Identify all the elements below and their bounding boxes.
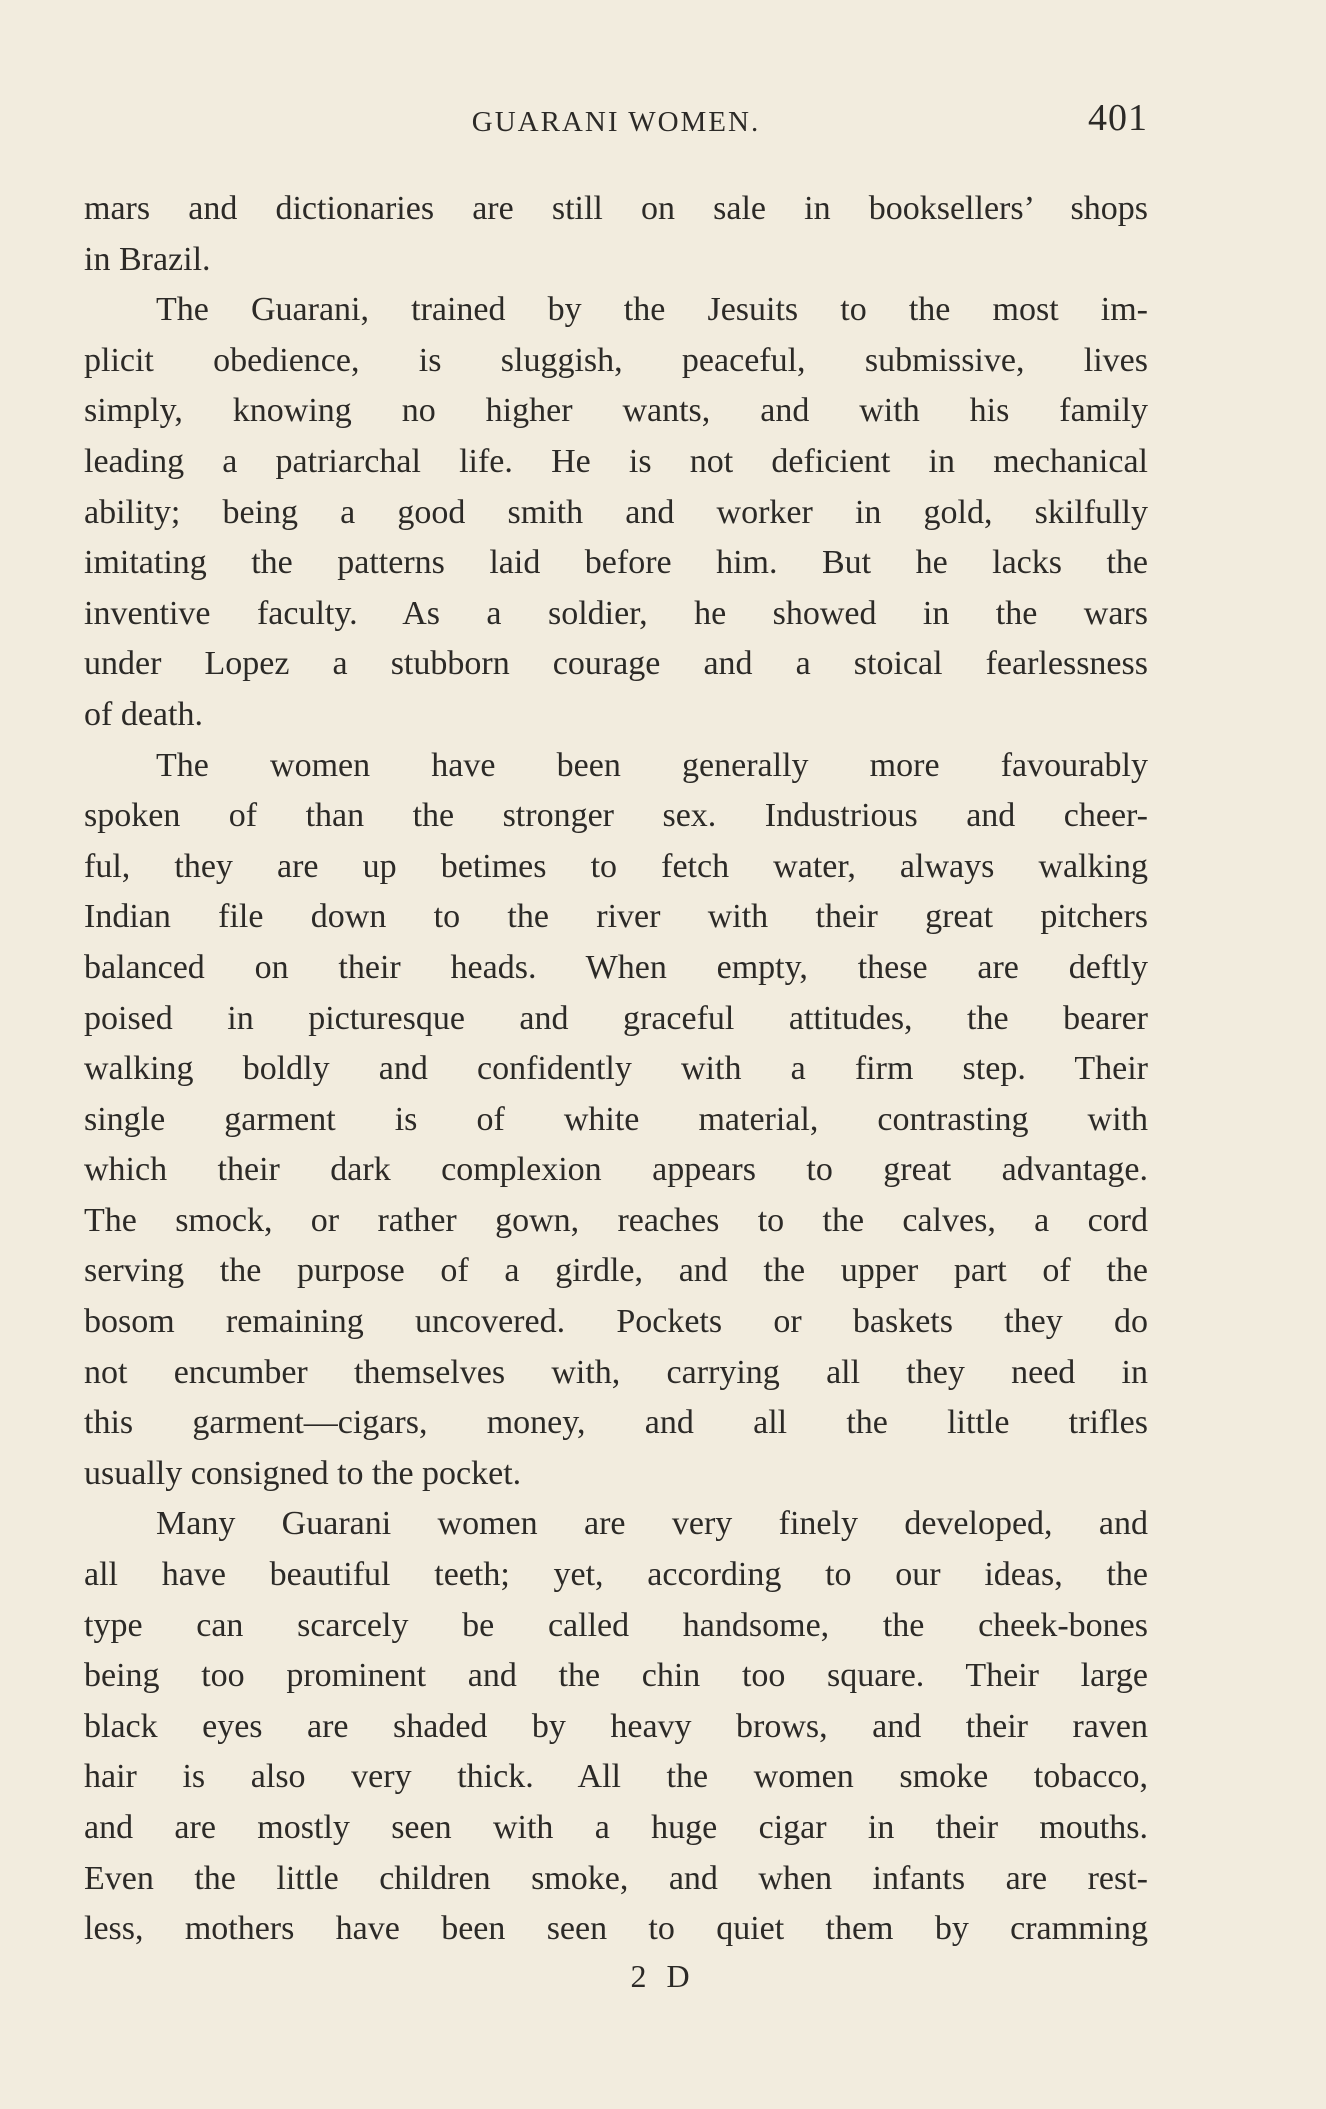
text-line: poised in picturesque and graceful attitudes, the bearer	[84, 999, 1148, 1037]
text-line: simply, knowing no higher wants, and with his family	[84, 392, 1148, 430]
text-line: being too prominent and the chin too square. Their large	[84, 1657, 1148, 1695]
text-line: ful, they are up betimes to fetch water, always walking	[84, 847, 1148, 885]
text-line: usually consigned to the pocket.	[84, 1454, 522, 1492]
text-line: spoken of than the stronger sex. Industrious and cheer-	[84, 797, 1148, 835]
text-line: Many Guarani women are very finely developed, and	[156, 1505, 1148, 1543]
text-line: inventive faculty. As a soldier, he showed in the wars	[84, 594, 1148, 632]
text-line: under Lopez a stubborn courage and a stoical fearlessness	[84, 645, 1148, 683]
text-line: this garment—cigars, money, and all the little trifles	[84, 1404, 1148, 1442]
text-line: mars and dictionaries are still on sale in booksellers’ shops	[84, 190, 1148, 227]
text-line: less, mothers have been seen to quiet them by cramming	[84, 1910, 1148, 1948]
text-line: single garment is of white material, contrasting with	[84, 1100, 1148, 1138]
text-line: type can scarcely be called handsome, the cheek-bones	[84, 1606, 1148, 1644]
running-title: GUARANI WOMEN.	[471, 106, 761, 138]
text-line: serving the purpose of a girdle, and the upper part of the	[84, 1252, 1148, 1290]
text-line: imitating the patterns laid before him. But he lacks the	[84, 544, 1148, 582]
text-line: and are mostly seen with a huge cigar in their mouths.	[84, 1809, 1148, 1846]
text-line: Indian file down to the river with their great pitchers	[84, 898, 1148, 936]
text-line: walking boldly and confidently with a firm step. Their	[84, 1050, 1148, 1088]
signature-mark: 2 D	[630, 1958, 696, 1994]
text-line: of death.	[84, 695, 203, 733]
text-line: leading a patriarchal life. He is not deficient in mechanical	[84, 442, 1148, 480]
text-line: Even the little children smoke, and when infants are rest-	[84, 1859, 1148, 1897]
text-line: all have beautiful teeth; yet, according to our ideas, the	[84, 1556, 1148, 1594]
running-head	[84, 96, 1148, 146]
text-line: The Guarani, trained by the Jesuits to the most im-	[156, 291, 1148, 329]
text-line: which their dark complexion appears to great advantage.	[84, 1151, 1148, 1189]
text-line: The women have been generally more favourably	[156, 746, 1148, 784]
text-line: The smock, or rather gown, reaches to the calves, a cord	[84, 1201, 1148, 1239]
text-line: in Brazil.	[84, 240, 211, 278]
body-text	[84, 184, 1148, 1955]
page-number: 401	[1088, 97, 1148, 139]
text-line: bosom remaining uncovered. Pockets or baskets they do	[84, 1303, 1148, 1341]
text-line: balanced on their heads. When empty, these are deftly	[84, 948, 1148, 986]
text-line: ability; being a good smith and worker in gold, skilfully	[84, 493, 1148, 531]
text-line: hair is also very thick. All the women smoke tobacco,	[84, 1758, 1148, 1796]
text-line: black eyes are shaded by heavy brows, and their raven	[84, 1707, 1148, 1745]
text-line: plicit obedience, is sluggish, peaceful, submissive, lives	[84, 341, 1148, 379]
text-line: not encumber themselves with, carrying all they need in	[84, 1353, 1148, 1391]
